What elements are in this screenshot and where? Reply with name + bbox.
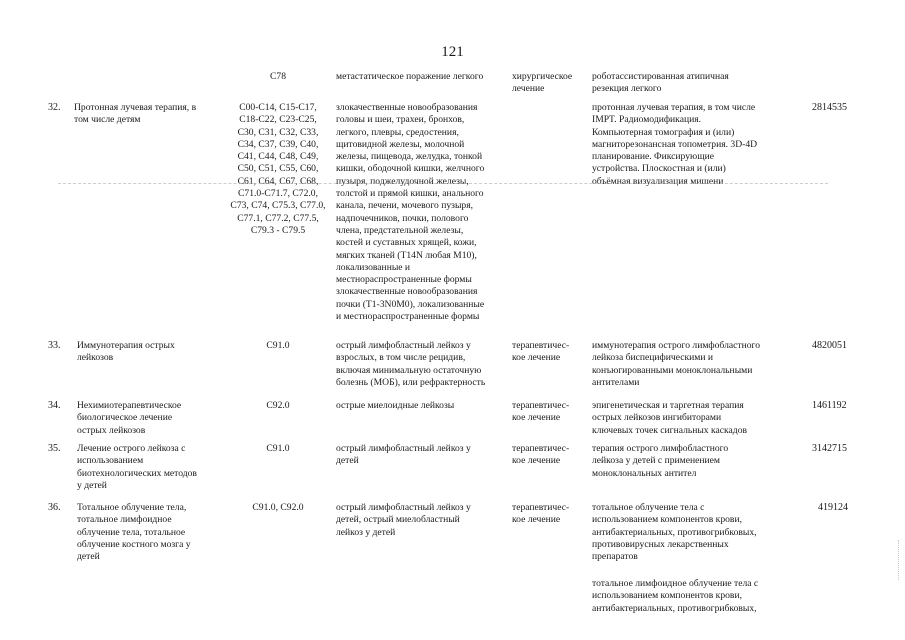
- row-32-codes: C00-C14, C15-C17, C18-C22, C23-C25, C30, C31, C32, C33, C34, C37, C39, C40, C41, C44, C48, C49, C50, C51, C55, C60, C61, C64, C67, C68, C71.0-C71.7, C72.0, C73, C74, C75.3, C77.0, C77.1, C77.2, C77.5, C79.3 - C79.5: [230, 102, 326, 236]
- row-35-method: терапия острого лимфобластного лейкоза у детей с применением моноклональных антител: [592, 443, 729, 479]
- row-33-cost: 4820051: [812, 340, 847, 351]
- page-number: 121: [441, 44, 464, 60]
- row-32-method: протонная лучевая терапия, в том числе IMPT. Радиомодификация. Компьютерная томография и (или) магниторезонансная топометрия. 3D-4D планирование. Фиксирующие устройства. Плоскостная и (или) объёмная визуализация мишени: [592, 102, 758, 187]
- cont-codes: C78: [270, 71, 286, 82]
- row-35-number: 35.: [48, 443, 61, 454]
- row-36-disease: острый лимфобластный лейкоз у детей, острый миелобластный лейкоз у детей: [336, 502, 471, 538]
- row-35-name: Лечение острого лейкоза с использованием биотехнологических методов у детей: [77, 443, 197, 491]
- row-36-number: 36.: [48, 502, 61, 513]
- row-33-method: иммунотерапия острого лимфобластного лейкоза биспецифическими и конъюгированными моноклональными антителами: [592, 340, 760, 388]
- row-34-treatment-type: терапевтичес- кое лечение: [512, 400, 570, 424]
- row-34-cost: 1461192: [812, 400, 847, 411]
- row-33-treatment-type: терапевтичес- кое лечение: [512, 340, 570, 364]
- row-32-number: 32.: [48, 102, 61, 113]
- row-36-method-2: тотальное лимфоидное облучение тела с использованием компонентов крови, антибактериальных, противогрибковых,: [592, 578, 759, 614]
- row-36-method: тотальное облучение тела с использованием компонентов крови, антибактериальных, противогрибковых, противовирусных лекарственных препаратов: [592, 502, 757, 563]
- row-36-treatment-type: терапевтичес- кое лечение: [512, 502, 570, 526]
- row-32-cost: 2814535: [812, 102, 847, 113]
- row-35-disease: острый лимфобластный лейкоз у детей: [336, 443, 471, 467]
- row-35-codes: C91.0: [266, 443, 290, 454]
- row-34-codes: C92.0: [266, 400, 290, 411]
- row-33-number: 33.: [48, 340, 61, 351]
- row-35-cost: 3142715: [812, 443, 847, 454]
- row-32-name: Протонная лучевая терапия, в том числе детям: [74, 102, 197, 126]
- row-36-codes: C91.0, C92.0: [252, 502, 304, 513]
- row-32-disease: злокачественные новообразования головы и шеи, трахеи, бронхов, легкого, плевры, средостения, щитовидной железы, молочной железы, пищевода, желудка, тонкой кишки, ободочной кишки, желчного пузыря, поджелудочной железы, толстой и прямой кишки, анального канала, печени, мочевого пузыря, надпочечников, почки, полового члена, предстательной железы, костей и суставных хрящей, кожи, мягких тканей (T14N любая M10), локализованные и местнораспространенные формы злокачественные новообразования почки (T1-3N0M0), локализованные и местнораспространенные формы: [336, 102, 485, 323]
- row-33-name: Иммунотерапия острых лейкозов: [77, 340, 175, 364]
- scan-edge-artifact: [898, 540, 901, 580]
- row-36-name: Тотальное облучение тела, тотальное лимфоидное облучение тела, тотальное облучение костного мозга у детей: [77, 502, 191, 563]
- row-33-disease: острый лимфобластный лейкоз у взрослых, в том числе рецидив, включая минимальную остаточную болезнь (МОБ), или рефрактерность: [336, 340, 486, 388]
- row-34-number: 34.: [48, 400, 61, 411]
- cont-treatment-type: хирургическое лечение: [512, 71, 573, 95]
- cont-disease: метастатическое поражение легкого: [336, 71, 484, 82]
- row-33-codes: C91.0: [266, 340, 290, 351]
- row-34-method: эпигенетическая и таргетная терапия острых лейкозов ингибиторами ключевых точек сигнальных каскадов: [592, 400, 748, 436]
- row-36-cost: 419124: [818, 502, 848, 513]
- row-35-treatment-type: терапевтичес- кое лечение: [512, 443, 570, 467]
- row-34-disease: острые миелоидные лейкозы: [336, 400, 455, 411]
- row-34-name: Нехимиотерапевтическое биологическое лечение острых лейкозов: [77, 400, 182, 436]
- scan-artifact: [58, 183, 828, 184]
- cont-method: роботассистированная атипичная резекция легкого: [592, 71, 729, 95]
